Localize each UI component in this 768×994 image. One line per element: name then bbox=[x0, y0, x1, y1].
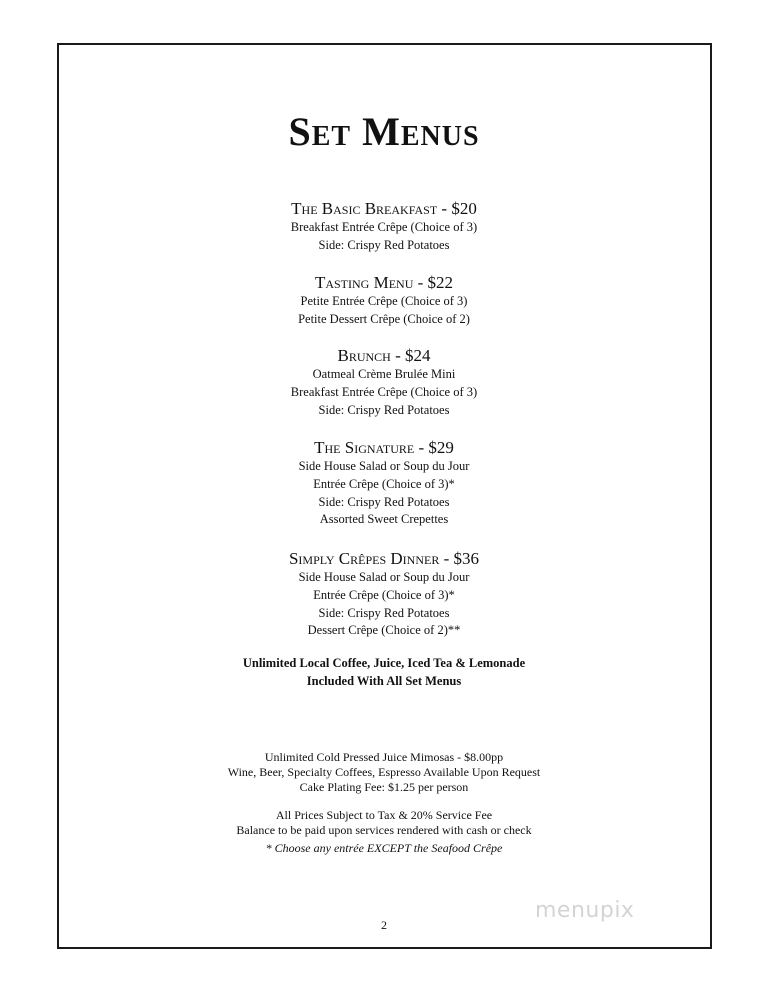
menu-line: Entrée Crêpe (Choice of 3)* bbox=[313, 476, 455, 491]
extras-line: Wine, Beer, Specialty Coffees, Espresso Available Upon Request bbox=[227, 765, 541, 779]
menu-signature bbox=[0, 438, 768, 529]
included-line: Included With All Set Menus bbox=[306, 673, 462, 688]
menu-line: Assorted Sweet Crepettes bbox=[319, 512, 449, 527]
extras-block bbox=[0, 750, 768, 795]
menu-line: Oatmeal Crème Brulée Mini bbox=[312, 367, 456, 381]
menu-basic-breakfast bbox=[0, 199, 768, 255]
terms-line: Balance to be paid upon services rendered with cash or check bbox=[236, 823, 532, 837]
extras-line: Unlimited Cold Pressed Juice Mimosas - $8.00pp bbox=[264, 750, 504, 764]
menu-line: Dessert Crêpe (Choice of 2)** bbox=[307, 623, 461, 638]
menu-tasting bbox=[0, 273, 768, 329]
page-title: Set Menus bbox=[288, 109, 480, 154]
footnote: * Choose any entrée EXCEPT the Seafood Crêpe bbox=[265, 841, 503, 855]
menu-heading: Simply Crêpes Dinner - $36 bbox=[288, 549, 480, 568]
menu-line: Side House Salad or Soup du Jour bbox=[298, 459, 470, 473]
menu-line: Breakfast Entrée Crêpe (Choice of 3) bbox=[290, 220, 478, 234]
included-line: Unlimited Local Coffee, Juice, Iced Tea & Lemonade bbox=[242, 656, 526, 670]
menu-line: Side House Salad or Soup du Jour bbox=[298, 570, 470, 584]
menu-line: Side: Crispy Red Potatoes bbox=[318, 237, 450, 252]
menu-heading: The Signature - $29 bbox=[314, 438, 454, 457]
menu-line: Side: Crispy Red Potatoes bbox=[318, 605, 450, 620]
page-number: 2 bbox=[381, 918, 387, 932]
menu-line: Petite Dessert Crêpe (Choice of 2) bbox=[298, 311, 470, 326]
menu-brunch bbox=[0, 346, 768, 419]
terms-line: All Prices Subject to Tax & 20% Service Fee bbox=[275, 808, 493, 822]
menu-line: Petite Entrée Crêpe (Choice of 3) bbox=[300, 294, 468, 308]
menu-heading: The Basic Breakfast - $20 bbox=[291, 199, 477, 218]
extras-line: Cake Plating Fee: $1.25 per person bbox=[299, 780, 469, 794]
menu-line: Entrée Crêpe (Choice of 3)* bbox=[313, 587, 455, 602]
included-note bbox=[0, 655, 768, 691]
menupix-watermark: menupix bbox=[535, 898, 635, 923]
menu-heading: Brunch - $24 bbox=[337, 346, 431, 365]
menu-simply-crepes-dinner bbox=[0, 549, 768, 640]
menu-line: Side: Crispy Red Potatoes bbox=[318, 402, 450, 417]
menu-heading: Tasting Menu - $22 bbox=[314, 273, 454, 292]
menu-line: Breakfast Entrée Crêpe (Choice of 3) bbox=[290, 384, 478, 399]
terms-block bbox=[0, 808, 768, 856]
menu-line: Side: Crispy Red Potatoes bbox=[318, 494, 450, 509]
